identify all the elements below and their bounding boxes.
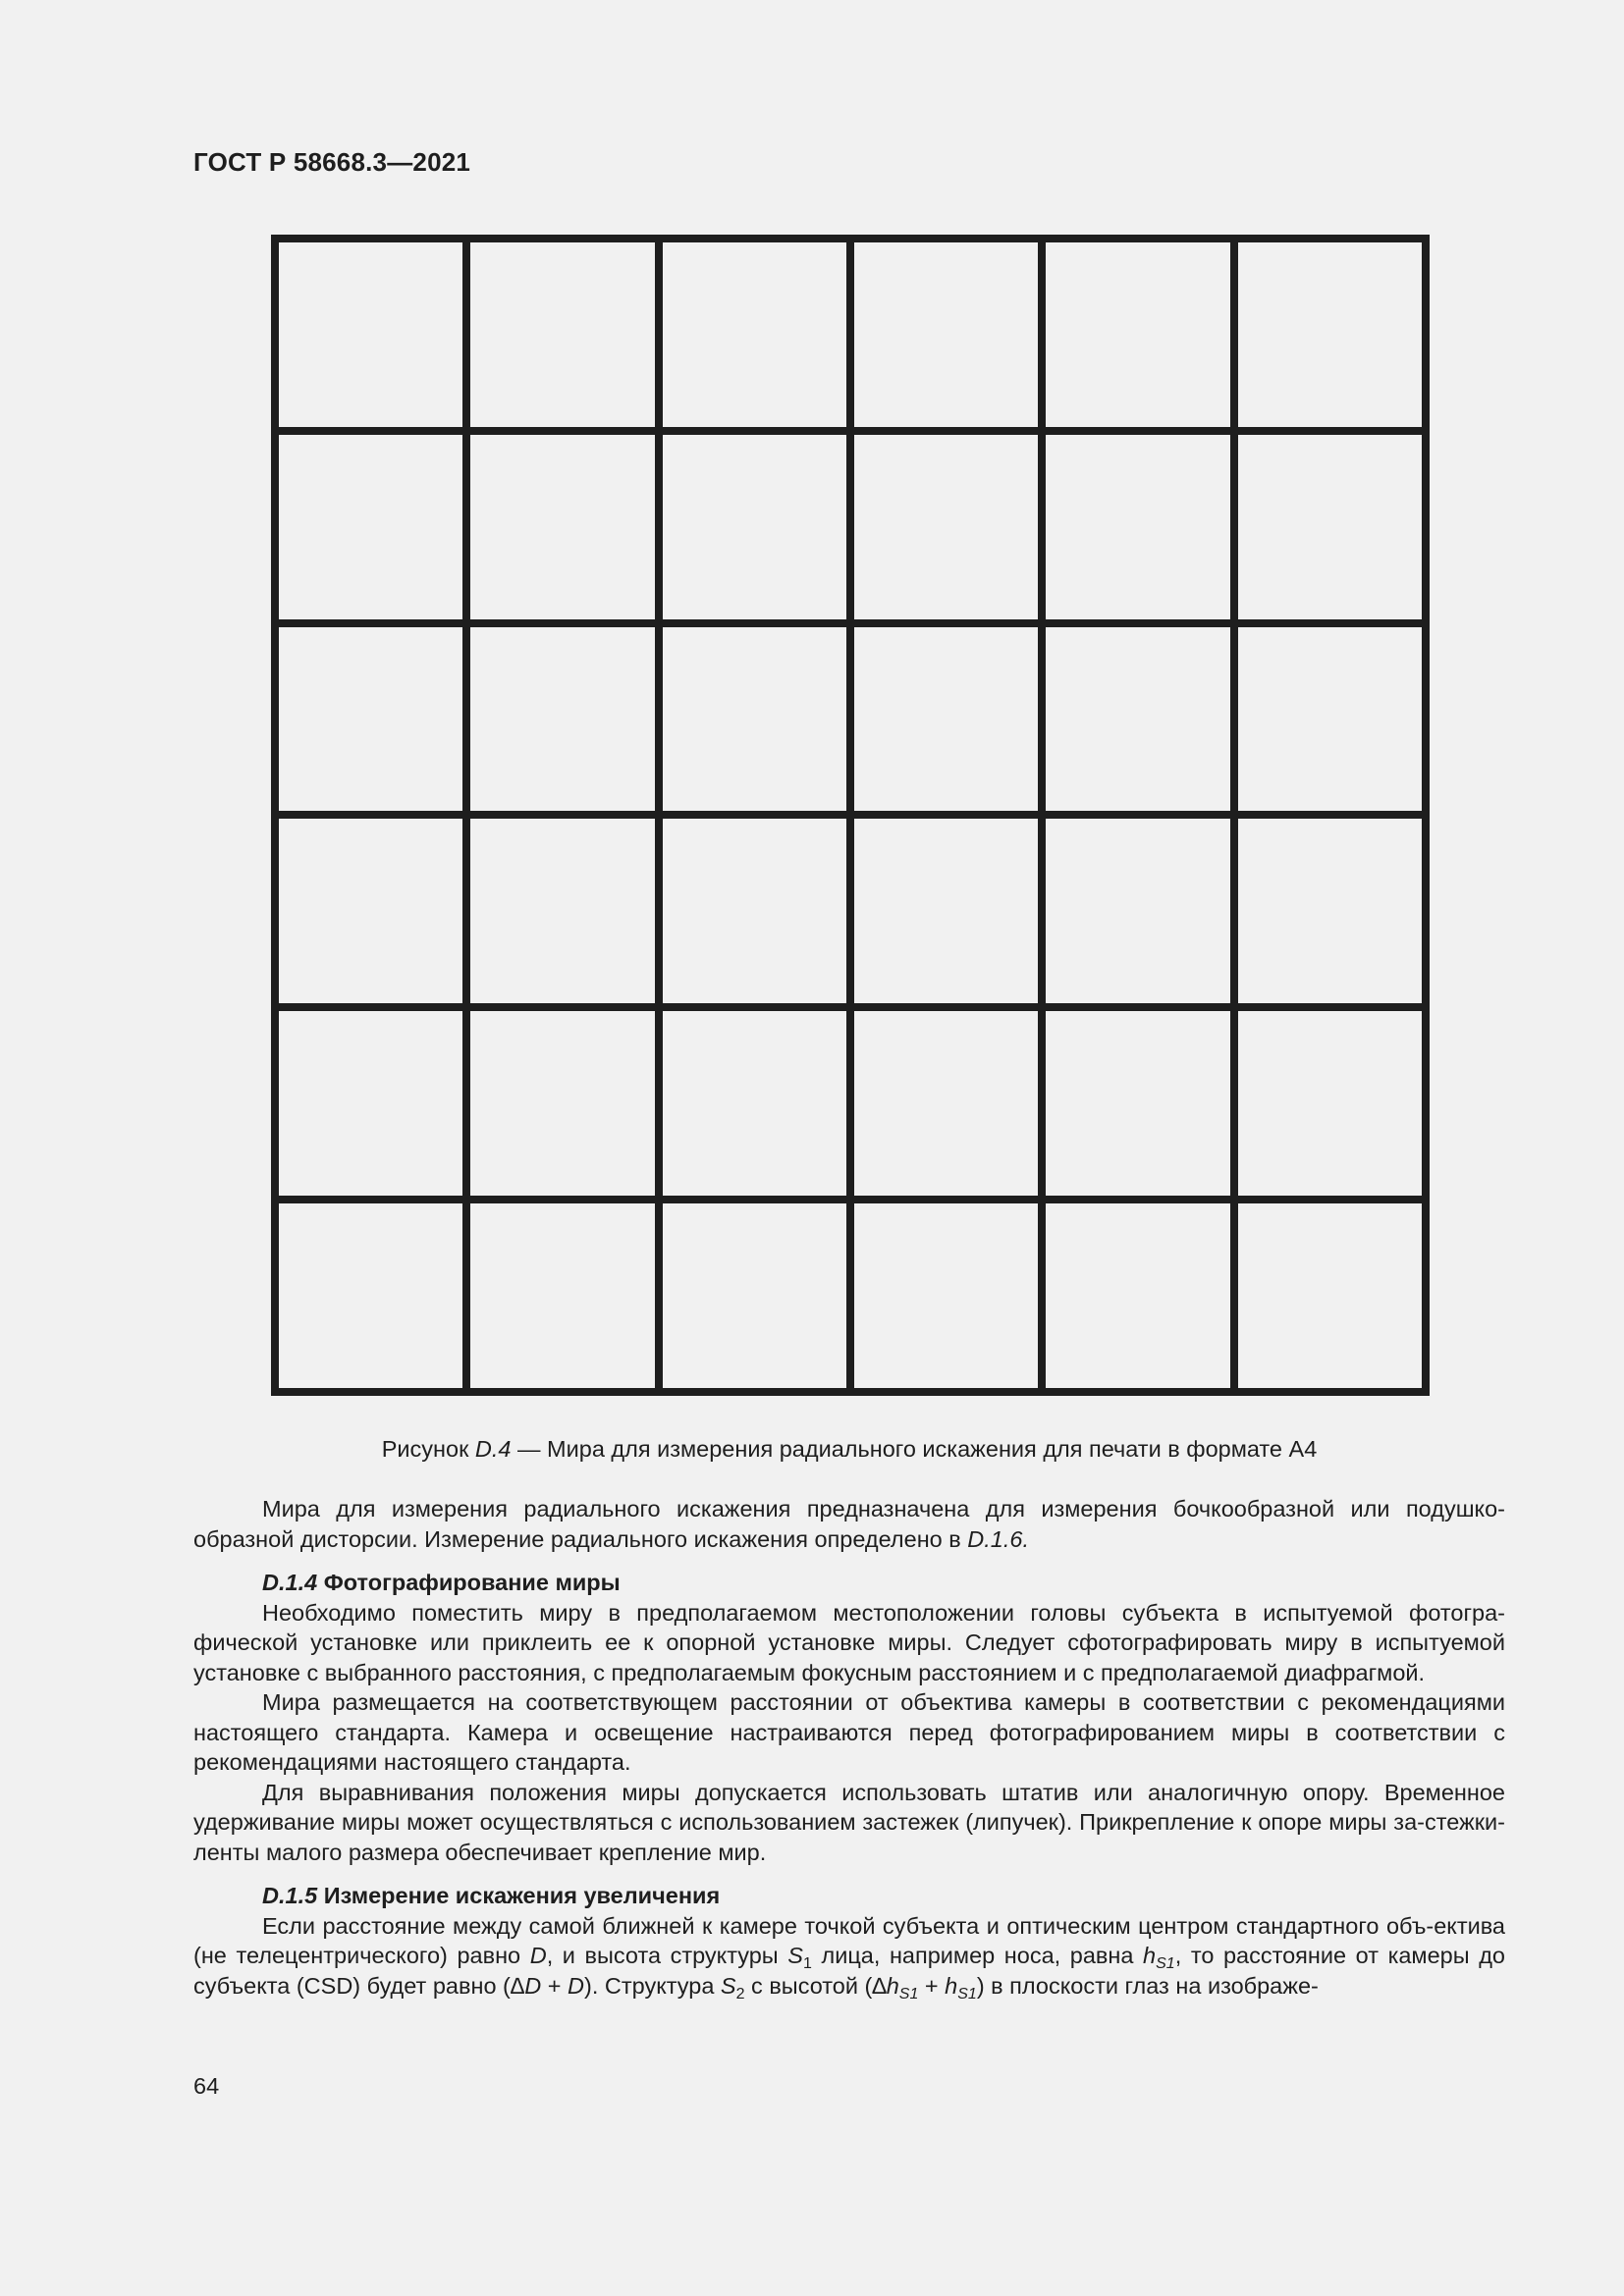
grid-cell bbox=[275, 623, 466, 816]
section-title: Фотографирование миры bbox=[317, 1570, 621, 1595]
document-header: ГОСТ Р 58668.3—2021 bbox=[193, 147, 471, 177]
grid-cell bbox=[659, 239, 850, 431]
grid-cell bbox=[275, 1007, 466, 1200]
figure-caption bbox=[193, 1436, 1505, 1463]
grid-cell bbox=[1042, 1200, 1233, 1392]
grid-cell bbox=[466, 815, 658, 1007]
grid-cell bbox=[1042, 239, 1233, 431]
grid-cell bbox=[275, 431, 466, 623]
page-number: 64 bbox=[193, 2073, 220, 2099]
grid-cell bbox=[466, 1007, 658, 1200]
section-d15-heading bbox=[193, 1881, 1505, 1911]
caption-text: — Мира для измерения радиального искажения для печати в формате А4 bbox=[511, 1436, 1318, 1462]
grid-cell bbox=[1234, 431, 1426, 623]
grid-cell bbox=[466, 623, 658, 816]
section-d14-paragraph-3: Для выравнивания положения миры допускается использовать штатив или аналогичную опору. Временное удерживание миры может осуществляться с использованием застежек (липучек). Прикрепление к опоре миры за-стежки-ленты малого размера обеспечивает крепление мир. bbox=[193, 1779, 1505, 1865]
grid-cell bbox=[659, 431, 850, 623]
section-d14-paragraph-2: Мира размещается на соответствующем расстоянии от объектива камеры в соответствии с рекомендациями настоящего стандарта. Камера и освещение настраиваются перед фотографированием миры в соответствии с рекомендациями настоящего стандарта. bbox=[193, 1689, 1505, 1775]
grid-cell bbox=[850, 431, 1042, 623]
grid-cell bbox=[850, 623, 1042, 816]
intro-ref: D.1.6. bbox=[967, 1525, 1029, 1552]
grid-cell bbox=[659, 623, 850, 816]
caption-figure-ref: D.4 bbox=[474, 1436, 512, 1462]
section-d14-paragraph-1: Необходимо поместить миру в предполагаемом местоположении головы субъекта в испытуемой фотогра-фической установке или приклеить ее к опорной установке миры. Следует сфотографировать миру в испытуемой установке с выбранного расстояния, с предполагаемым фокусным расстоянием и с предполагаемой диафрагмой. bbox=[193, 1599, 1505, 1685]
body-text bbox=[193, 1494, 1505, 2001]
grid-cell bbox=[1234, 239, 1426, 431]
section-d15-paragraph-1: Если расстояние между самой ближней к камере точкой субъекта и оптическим центром стандартного объ-ектива (не телецентрического) равно D, и высота структуры $S_1$ лица, например носа, равна $h_{S1}$, то расстояние от камеры до субъекта (CSD) будет равно (∆D + D). Структура $S_2$ с высотой $(\Delta h_{S1} + h_{S1})$ в плоскости глаз на изображе- bbox=[193, 1912, 1505, 2002]
grid-cell bbox=[659, 1007, 850, 1200]
radial-distortion-test-grid bbox=[271, 235, 1430, 1396]
grid-cell bbox=[1042, 815, 1233, 1007]
grid-cell bbox=[850, 239, 1042, 431]
grid-cell bbox=[1234, 815, 1426, 1007]
grid-cell bbox=[659, 1200, 850, 1392]
section-title: Измерение искажения увеличения bbox=[317, 1883, 721, 1908]
grid-cell bbox=[1234, 1200, 1426, 1392]
grid-cell bbox=[275, 1200, 466, 1392]
section-number: D.1.5 bbox=[262, 1883, 318, 1908]
grid-cell bbox=[466, 239, 658, 431]
grid-cell bbox=[1042, 1007, 1233, 1200]
intro-paragraph: Мира для измерения радиального искажения предназначена для измерения бочкообразной или подушко-образной дисторсии. Измерение радиального искажения определено в D.1.6. bbox=[193, 1496, 1505, 1552]
grid-cell bbox=[275, 815, 466, 1007]
grid-cell bbox=[850, 1200, 1042, 1392]
grid-cell bbox=[1234, 623, 1426, 816]
grid-cell bbox=[1234, 1007, 1426, 1200]
grid-cell bbox=[275, 239, 466, 431]
caption-prefix: Рисунок bbox=[381, 1436, 475, 1462]
grid-cell bbox=[850, 815, 1042, 1007]
grid-cell bbox=[466, 431, 658, 623]
grid-cell bbox=[659, 815, 850, 1007]
grid-cell bbox=[850, 1007, 1042, 1200]
section-d14-heading bbox=[193, 1568, 1505, 1598]
grid-cell bbox=[466, 1200, 658, 1392]
grid-cell bbox=[1042, 431, 1233, 623]
grid-cell bbox=[1042, 623, 1233, 816]
section-number: D.1.4 bbox=[262, 1570, 318, 1595]
